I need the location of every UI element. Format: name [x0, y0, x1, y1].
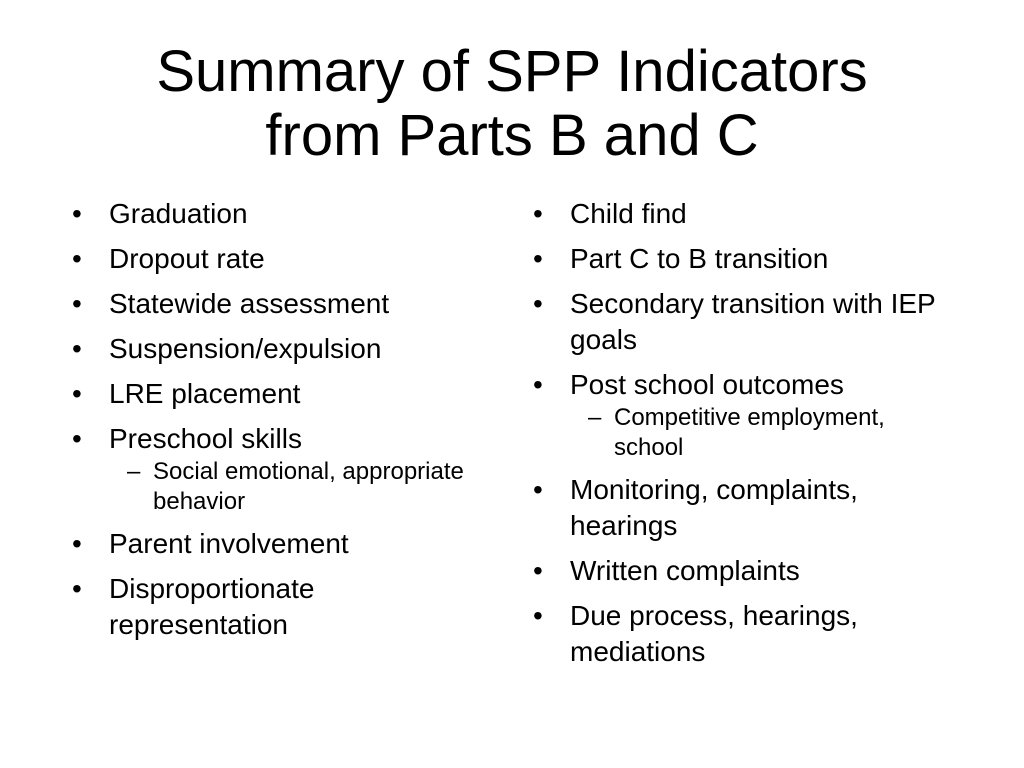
title-line-2: from Parts B and C: [265, 103, 759, 168]
bullet-icon: •: [533, 600, 543, 631]
bullet-icon: •: [72, 333, 82, 364]
list-item: [72, 331, 472, 367]
bullet-icon: •: [72, 198, 82, 229]
list-item: [72, 526, 472, 562]
right-bullet-list: [533, 196, 953, 679]
list-item-text: Preschool skills: [109, 423, 302, 454]
sub-list-item: [109, 457, 472, 517]
list-item: [533, 553, 953, 589]
sub-list-item: [570, 403, 953, 463]
list-item-text: Written complaints: [570, 555, 800, 586]
bullet-icon: •: [72, 573, 82, 604]
list-item: [72, 241, 472, 277]
list-item: [533, 286, 953, 358]
list-item-text: Child find: [570, 198, 687, 229]
list-item: [72, 571, 472, 643]
sub-list: [109, 457, 472, 517]
list-item-text: Graduation: [109, 198, 248, 229]
list-item-text: Disproportionate representation: [109, 573, 315, 640]
list-item: [533, 367, 953, 463]
list-item-text: Statewide assessment: [109, 288, 390, 319]
sub-list: [570, 403, 953, 463]
list-item: [72, 196, 472, 232]
list-item-text: Secondary transition with IEP goals: [570, 288, 936, 355]
bullet-icon: •: [72, 243, 82, 274]
list-item: [533, 196, 953, 232]
bullet-icon: •: [533, 243, 543, 274]
list-item: [533, 241, 953, 277]
list-item-text: LRE placement: [109, 378, 301, 409]
list-item-text: Due process, hearings, mediations: [570, 600, 858, 667]
bullet-icon: •: [72, 423, 82, 454]
sub-list-item-text: Social emotional, appropriate behavior: [153, 458, 464, 515]
bullet-icon: •: [533, 555, 543, 586]
list-item-text: Part C to B transition: [570, 243, 829, 274]
title-line-1: Summary of SPP Indicators: [156, 39, 868, 104]
list-item-text: Parent involvement: [109, 528, 349, 559]
list-item: [533, 598, 953, 670]
list-item-text: Monitoring, complaints, hearings: [570, 474, 858, 541]
left-bullet-list: [72, 196, 472, 652]
bullet-icon: •: [533, 288, 543, 319]
list-item: [72, 421, 472, 517]
bullet-icon: •: [533, 474, 543, 505]
dash-icon: –: [127, 458, 141, 485]
sub-list-item-text: Competitive employment, school: [614, 404, 885, 461]
list-item: [72, 286, 472, 322]
bullet-icon: •: [533, 369, 543, 400]
list-item: [533, 472, 953, 544]
bullet-icon: •: [72, 528, 82, 559]
list-item-text: Dropout rate: [109, 243, 265, 274]
bullet-icon: •: [72, 378, 82, 409]
dash-icon: –: [588, 404, 602, 431]
slide-title: [0, 40, 1024, 168]
list-item-text: Post school outcomes: [570, 369, 844, 400]
bullet-icon: •: [72, 288, 82, 319]
bullet-icon: •: [533, 198, 543, 229]
list-item-text: Suspension/expulsion: [109, 333, 382, 364]
list-item: [72, 376, 472, 412]
